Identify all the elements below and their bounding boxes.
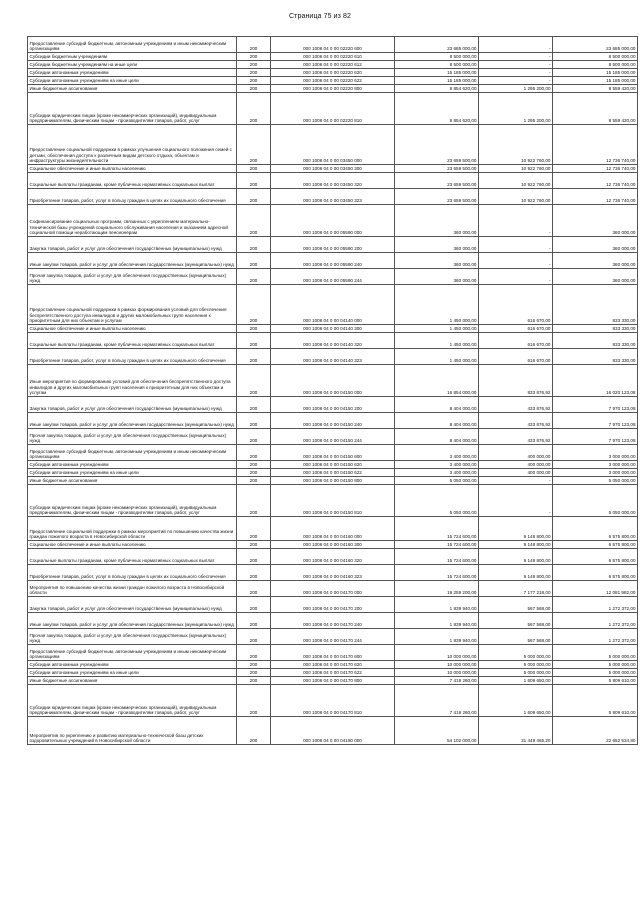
row-executed-amount-cell: 400 000,00 (479, 445, 553, 461)
row-classification-code-cell: 000 1006 04 0 00 04170 240 (271, 613, 395, 629)
row-executed-amount-cell: - (479, 37, 553, 53)
row-name-cell: Предоставление субсидий бюджетным, автономным учреждениям и иным некоммерческим организациям (28, 445, 237, 461)
row-name-cell: Софинансирование социальных программ, связанных с укреплением материально-технической базы учреждений социального обслуживания населения и оказанием адресной социальной помощи неработающим пенсионерам (28, 205, 237, 237)
row-executed-amount-cell: 433 876,92 (479, 429, 553, 445)
row-executed-amount-cell: 833 876,92 (479, 365, 553, 397)
row-executed-amount-cell: 400 000,00 (479, 469, 553, 477)
row-name-cell: Субсидии автономным учреждениям (28, 661, 237, 669)
row-approved-amount-cell: 360 000,00 (395, 253, 479, 269)
row-line-code-cell: 200 (237, 189, 271, 205)
table-row (28, 189, 638, 205)
row-approved-amount-cell: 23 659 500,00 (395, 173, 479, 189)
row-classification-code-cell: 000 1006 04 0 00 04150 810 (271, 485, 395, 517)
row-approved-amount-cell: 8 500 000,00 (395, 53, 479, 61)
row-remaining-amount-cell: 833 330,00 (553, 285, 638, 325)
row-executed-amount-cell: 10 922 760,00 (479, 165, 553, 173)
row-classification-code-cell: 000 1006 04 0 00 02220 810 (271, 93, 395, 125)
row-remaining-amount-cell: 1 272 372,00 (553, 613, 638, 629)
row-name-cell: Приобретение товаров, работ, услуг в пользу граждан в целях их социального обеспечения (28, 349, 237, 365)
row-name-cell: Субсидии бюджетным учреждениям на иные цели (28, 61, 237, 69)
table-row (28, 269, 638, 285)
row-name-cell: Закупка товаров, работ и услуг для обеспечения государственных (муниципальных) нужд (28, 237, 237, 253)
row-line-code-cell: 200 (237, 565, 271, 581)
row-name-cell: Иные бюджетные ассигнования (28, 85, 237, 93)
row-line-code-cell: 200 (237, 85, 271, 93)
row-classification-code-cell: 000 1006 04 0 00 04150 600 (271, 445, 395, 461)
row-classification-code-cell: 000 1006 04 0 00 05590 240 (271, 253, 395, 269)
row-remaining-amount-cell: 22 652 534,80 (553, 717, 638, 745)
row-remaining-amount-cell: 8 559 420,00 (553, 85, 638, 93)
row-remaining-amount-cell: 360 000,00 (553, 253, 638, 269)
row-line-code-cell: 200 (237, 173, 271, 189)
table-row (28, 565, 638, 581)
row-remaining-amount-cell: 5 000 000,00 (553, 645, 638, 661)
row-line-code-cell: 200 (237, 645, 271, 661)
row-approved-amount-cell: 1 839 940,00 (395, 613, 479, 629)
row-name-cell: Субсидии юридическим лицам (кроме некоммерческих организаций), индивидуальным предпринимателям, физическим лицам - производителям товаров, работ, услуг (28, 93, 237, 125)
row-executed-amount-cell: 10 922 760,00 (479, 125, 553, 165)
row-name-cell: Мероприятия по повышению качества жизни граждан пожилого возраста в Новосибирской области (28, 581, 237, 597)
row-remaining-amount-cell: 3 000 000,00 (553, 445, 638, 461)
row-approved-amount-cell: 9 854 620,00 (395, 93, 479, 125)
row-approved-amount-cell: 5 050 000,00 (395, 485, 479, 517)
page-number-header: Страница 75 из 82 (289, 13, 351, 20)
row-line-code-cell: 200 (237, 613, 271, 629)
row-remaining-amount-cell: 6 575 800,00 (553, 565, 638, 581)
table-row (28, 645, 638, 661)
row-classification-code-cell: 000 1006 04 0 00 05590 244 (271, 269, 395, 285)
row-remaining-amount-cell: 15 185 000,00 (553, 77, 638, 85)
row-executed-amount-cell: - (479, 477, 553, 485)
row-name-cell: Предоставление субсидий бюджетным, автономным учреждениям и иным некоммерческим организациям (28, 37, 237, 53)
row-classification-code-cell: 000 1006 04 0 00 03450 000 (271, 125, 395, 165)
row-line-code-cell: 200 (237, 77, 271, 85)
row-line-code-cell: 200 (237, 413, 271, 429)
row-executed-amount-cell: - (479, 237, 553, 253)
row-name-cell: Социальное обеспечение и иные выплаты населению (28, 325, 237, 333)
table-row (28, 37, 638, 53)
table-row (28, 629, 638, 645)
row-line-code-cell: 200 (237, 445, 271, 461)
table-row (28, 333, 638, 349)
row-executed-amount-cell: 567 568,00 (479, 629, 553, 645)
row-line-code-cell: 200 (237, 237, 271, 253)
row-executed-amount-cell: 5 000 000,00 (479, 661, 553, 669)
row-remaining-amount-cell: 1 272 372,00 (553, 629, 638, 645)
row-approved-amount-cell: 360 000,00 (395, 237, 479, 253)
row-executed-amount-cell: 567 568,00 (479, 597, 553, 613)
table-row (28, 53, 638, 61)
table-row (28, 485, 638, 517)
table-row (28, 677, 638, 685)
row-line-code-cell: 200 (237, 253, 271, 269)
row-remaining-amount-cell: 360 000,00 (553, 269, 638, 285)
row-classification-code-cell: 000 1006 04 0 00 04170 622 (271, 669, 395, 677)
row-classification-code-cell: 000 1006 04 0 00 04160 323 (271, 565, 395, 581)
row-remaining-amount-cell: 12 736 740,00 (553, 165, 638, 173)
table-row (28, 581, 638, 597)
row-line-code-cell: 200 (237, 333, 271, 349)
row-approved-amount-cell: 15 724 600,00 (395, 549, 479, 565)
row-line-code-cell: 200 (237, 517, 271, 541)
row-executed-amount-cell: 433 876,92 (479, 413, 553, 429)
row-name-cell: Субсидии автономным учреждениям на иные цели (28, 669, 237, 677)
budget-execution-table (27, 36, 638, 745)
row-classification-code-cell: 000 1006 04 0 00 04170 800 (271, 677, 395, 685)
row-name-cell: Социальные выплаты гражданам, кроме публичных нормативных социальных выплат (28, 549, 237, 565)
row-executed-amount-cell: 616 670,00 (479, 333, 553, 349)
row-line-code-cell: 200 (237, 685, 271, 717)
row-executed-amount-cell: 10 922 760,00 (479, 189, 553, 205)
row-approved-amount-cell: 1 450 000,00 (395, 325, 479, 333)
row-classification-code-cell: 000 1006 04 0 00 04150 620 (271, 461, 395, 469)
row-line-code-cell: 200 (237, 125, 271, 165)
row-name-cell: Приобретение товаров, работ, услуг в пользу граждан в целях их социального обеспечения (28, 565, 237, 581)
table-row (28, 597, 638, 613)
row-line-code-cell: 200 (237, 477, 271, 485)
row-approved-amount-cell: 360 000,00 (395, 205, 479, 237)
row-line-code-cell: 200 (237, 269, 271, 285)
table-row (28, 85, 638, 93)
row-approved-amount-cell: 7 419 260,00 (395, 677, 479, 685)
row-line-code-cell: 200 (237, 549, 271, 565)
row-remaining-amount-cell: 5 809 610,00 (553, 677, 638, 685)
row-classification-code-cell: 000 1006 04 0 00 05590 200 (271, 237, 395, 253)
row-approved-amount-cell: 15 185 000,00 (395, 77, 479, 85)
table-row (28, 613, 638, 629)
row-name-cell: Иные бюджетные ассигнования (28, 477, 237, 485)
row-remaining-amount-cell: 3 000 000,00 (553, 469, 638, 477)
row-classification-code-cell: 000 1006 04 0 00 03450 320 (271, 173, 395, 189)
row-executed-amount-cell: 433 876,92 (479, 397, 553, 413)
row-line-code-cell: 200 (237, 349, 271, 365)
row-name-cell: Мероприятия по укреплению и развитию материально-технической базы детских оздоровительных учреждений в Новосибирской области (28, 717, 237, 745)
row-approved-amount-cell: 10 000 000,00 (395, 669, 479, 677)
table-row (28, 173, 638, 189)
row-line-code-cell: 200 (237, 717, 271, 745)
row-classification-code-cell: 000 1006 04 0 00 04140 320 (271, 333, 395, 349)
row-name-cell: Социальные выплаты гражданам, кроме публичных нормативных социальных выплат (28, 333, 237, 349)
row-approved-amount-cell: 23 659 500,00 (395, 189, 479, 205)
row-line-code-cell: 200 (237, 581, 271, 597)
row-remaining-amount-cell: 1 272 372,00 (553, 597, 638, 613)
row-line-code-cell: 200 (237, 365, 271, 397)
row-executed-amount-cell: - (479, 485, 553, 517)
row-executed-amount-cell: 9 148 800,00 (479, 565, 553, 581)
row-line-code-cell: 200 (237, 677, 271, 685)
row-executed-amount-cell: - (479, 253, 553, 269)
row-executed-amount-cell: 7 177 218,00 (479, 581, 553, 597)
row-executed-amount-cell: 9 148 800,00 (479, 549, 553, 565)
row-executed-amount-cell: 1 609 650,00 (479, 677, 553, 685)
row-classification-code-cell: 000 1006 04 0 00 04140 000 (271, 285, 395, 325)
table-row (28, 669, 638, 677)
table-row (28, 461, 638, 469)
table-row (28, 165, 638, 173)
row-classification-code-cell: 000 1006 04 0 00 04140 300 (271, 325, 395, 333)
row-approved-amount-cell: 10 000 000,00 (395, 661, 479, 669)
row-approved-amount-cell: 19 259 200,00 (395, 581, 479, 597)
row-approved-amount-cell: 8 500 000,00 (395, 61, 479, 69)
row-approved-amount-cell: 15 724 600,00 (395, 541, 479, 549)
row-remaining-amount-cell: 23 685 000,00 (553, 37, 638, 53)
row-line-code-cell: 200 (237, 53, 271, 61)
row-executed-amount-cell: 1 295 200,00 (479, 93, 553, 125)
table-row (28, 285, 638, 325)
row-name-cell: Субсидии автономным учреждениям на иные цели (28, 469, 237, 477)
row-remaining-amount-cell: 8 500 000,00 (553, 53, 638, 61)
row-remaining-amount-cell: 3 000 000,00 (553, 461, 638, 469)
row-line-code-cell: 200 (237, 325, 271, 333)
row-remaining-amount-cell: 15 185 000,00 (553, 69, 638, 77)
row-approved-amount-cell: 1 839 940,00 (395, 597, 479, 613)
row-approved-amount-cell: 23 685 000,00 (395, 37, 479, 53)
row-classification-code-cell: 000 1006 04 0 00 04170 620 (271, 661, 395, 669)
row-line-code-cell: 200 (237, 485, 271, 517)
table-row (28, 469, 638, 477)
row-approved-amount-cell: 8 404 000,00 (395, 397, 479, 413)
row-remaining-amount-cell: 5 000 000,00 (553, 669, 638, 677)
table-row (28, 349, 638, 365)
row-approved-amount-cell: 8 404 000,00 (395, 413, 479, 429)
row-classification-code-cell: 000 1006 04 0 00 04150 000 (271, 365, 395, 397)
table-row (28, 549, 638, 565)
row-name-cell: Закупка товаров, работ и услуг для обеспечения государственных (муниципальных) нужд (28, 397, 237, 413)
table-row (28, 125, 638, 165)
row-executed-amount-cell: - (479, 205, 553, 237)
row-remaining-amount-cell: 5 050 000,00 (553, 477, 638, 485)
row-remaining-amount-cell: 7 970 123,08 (553, 397, 638, 413)
row-approved-amount-cell: 15 724 600,00 (395, 517, 479, 541)
table-row (28, 237, 638, 253)
row-classification-code-cell: 000 1006 04 0 00 04170 200 (271, 597, 395, 613)
row-remaining-amount-cell: 12 081 982,00 (553, 581, 638, 597)
row-approved-amount-cell: 10 000 000,00 (395, 645, 479, 661)
row-classification-code-cell: 000 1006 04 0 00 05590 000 (271, 205, 395, 237)
row-remaining-amount-cell: 8 500 000,00 (553, 61, 638, 69)
table-row (28, 429, 638, 445)
row-executed-amount-cell: 5 000 000,00 (479, 645, 553, 661)
row-executed-amount-cell: - (479, 69, 553, 77)
row-executed-amount-cell: 616 670,00 (479, 285, 553, 325)
row-remaining-amount-cell: 833 330,00 (553, 333, 638, 349)
row-line-code-cell: 200 (237, 597, 271, 613)
row-name-cell: Субсидии бюджетным учреждениям (28, 53, 237, 61)
row-classification-code-cell: 000 1006 04 0 00 04160 320 (271, 549, 395, 565)
row-name-cell: Прочая закупка товаров, работ и услуг для обеспечения государственных (муниципальных) нужд (28, 629, 237, 645)
row-classification-code-cell: 000 1006 04 0 00 03450 300 (271, 165, 395, 173)
row-remaining-amount-cell: 12 736 740,00 (553, 125, 638, 165)
row-name-cell: Социальное обеспечение и иные выплаты населению (28, 165, 237, 173)
row-approved-amount-cell: 54 102 000,00 (395, 717, 479, 745)
row-executed-amount-cell: 5 000 000,00 (479, 669, 553, 677)
row-remaining-amount-cell: 6 575 800,00 (553, 541, 638, 549)
row-name-cell: Предоставление субсидий бюджетным, автономным учреждениям и иным некоммерческим организациям (28, 645, 237, 661)
row-remaining-amount-cell: 5 050 000,00 (553, 485, 638, 517)
row-classification-code-cell: 000 1006 04 0 00 04170 600 (271, 645, 395, 661)
row-name-cell: Прочая закупка товаров, работ и услуг для обеспечения государственных (муниципальных) нужд (28, 269, 237, 285)
row-classification-code-cell: 000 1006 04 0 00 03450 323 (271, 189, 395, 205)
table-row (28, 445, 638, 461)
row-remaining-amount-cell: 16 020 123,08 (553, 365, 638, 397)
row-classification-code-cell: 000 1006 04 0 00 02220 800 (271, 85, 395, 93)
row-line-code-cell: 200 (237, 669, 271, 677)
table-row (28, 69, 638, 77)
row-name-cell: Субсидии автономным учреждениям (28, 69, 237, 77)
row-remaining-amount-cell: 360 000,00 (553, 205, 638, 237)
row-remaining-amount-cell: 12 736 740,00 (553, 189, 638, 205)
table-row (28, 205, 638, 237)
row-approved-amount-cell: 360 000,00 (395, 269, 479, 285)
row-classification-code-cell: 000 1006 04 0 00 04170 244 (271, 629, 395, 645)
row-classification-code-cell: 000 1006 04 0 00 04150 200 (271, 397, 395, 413)
row-name-cell: Субсидии юридическим лицам (кроме некоммерческих организаций), индивидуальным предпринимателям, физическим лицам - производителям товаров, работ, услуг (28, 685, 237, 717)
row-name-cell: Предоставление социальной поддержки в рамках формирования условий для обеспечения беспрепятственного доступа инвалидов и других маломобильных групп населения к приоритетным для них объектам и услугам (28, 285, 237, 325)
row-line-code-cell: 200 (237, 93, 271, 125)
row-approved-amount-cell: 1 450 000,00 (395, 333, 479, 349)
row-remaining-amount-cell: 833 330,00 (553, 325, 638, 333)
row-classification-code-cell: 000 1006 04 0 00 04160 300 (271, 541, 395, 549)
table-row (28, 61, 638, 69)
row-line-code-cell: 200 (237, 661, 271, 669)
row-line-code-cell: 200 (237, 397, 271, 413)
row-executed-amount-cell: 400 000,00 (479, 461, 553, 469)
row-classification-code-cell: 000 1006 04 0 00 04150 622 (271, 469, 395, 477)
table-row (28, 413, 638, 429)
row-remaining-amount-cell: 12 736 740,00 (553, 173, 638, 189)
row-approved-amount-cell: 9 854 620,00 (395, 85, 479, 93)
row-executed-amount-cell: 9 148 800,00 (479, 517, 553, 541)
row-line-code-cell: 200 (237, 205, 271, 237)
row-classification-code-cell: 000 1006 04 0 00 04170 810 (271, 685, 395, 717)
row-approved-amount-cell: 1 450 000,00 (395, 349, 479, 365)
row-executed-amount-cell: - (479, 77, 553, 85)
row-approved-amount-cell: 8 404 000,00 (395, 429, 479, 445)
row-name-cell: Иные мероприятия по формированию условий для обеспечения беспрепятственного доступа инвалидов и других маломобильных групп населения к приоритетным для них объектам и услугам (28, 365, 237, 397)
row-classification-code-cell: 000 1006 04 0 00 04150 244 (271, 429, 395, 445)
row-name-cell: Прочая закупка товаров, работ и услуг для обеспечения государственных (муниципальных) нужд (28, 429, 237, 445)
row-classification-code-cell: 000 1006 04 0 00 02220 600 (271, 37, 395, 53)
row-approved-amount-cell: 3 400 000,00 (395, 469, 479, 477)
row-approved-amount-cell: 1 450 000,00 (395, 285, 479, 325)
table-row (28, 365, 638, 397)
table-row (28, 685, 638, 717)
row-classification-code-cell: 000 1006 04 0 00 02220 610 (271, 53, 395, 61)
row-executed-amount-cell: - (479, 53, 553, 61)
row-executed-amount-cell: 31 449 465,20 (479, 717, 553, 745)
row-name-cell: Предоставление социальной поддержки в рамках мероприятий по повышению качества жизни граждан пожилого возраста в Новосибирской области (28, 517, 237, 541)
row-classification-code-cell: 000 1006 04 0 00 02220 612 (271, 61, 395, 69)
row-approved-amount-cell: 15 185 000,00 (395, 69, 479, 77)
row-line-code-cell: 200 (237, 165, 271, 173)
row-remaining-amount-cell: 6 575 800,00 (553, 517, 638, 541)
row-executed-amount-cell: 1 295 200,00 (479, 85, 553, 93)
row-executed-amount-cell: 9 148 800,00 (479, 541, 553, 549)
table-row (28, 517, 638, 541)
row-classification-code-cell: 000 1006 04 0 00 02220 622 (271, 77, 395, 85)
row-name-cell: Иные бюджетные ассигнования (28, 677, 237, 685)
table-row (28, 477, 638, 485)
row-approved-amount-cell: 23 659 500,00 (395, 125, 479, 165)
table-row (28, 325, 638, 333)
row-remaining-amount-cell: 7 970 123,08 (553, 429, 638, 445)
row-executed-amount-cell: 10 922 760,00 (479, 173, 553, 189)
row-remaining-amount-cell: 833 330,00 (553, 349, 638, 365)
row-executed-amount-cell: - (479, 61, 553, 69)
row-name-cell: Иные закупки товаров, работ и услуг для обеспечения государственных (муниципальных) нужд (28, 613, 237, 629)
row-remaining-amount-cell: 8 559 420,00 (553, 93, 638, 125)
row-name-cell: Закупка товаров, работ и услуг для обеспечения государственных (муниципальных) нужд (28, 597, 237, 613)
table-row (28, 541, 638, 549)
row-approved-amount-cell: 1 839 940,00 (395, 629, 479, 645)
row-remaining-amount-cell: 7 970 123,08 (553, 413, 638, 429)
row-executed-amount-cell: 616 670,00 (479, 349, 553, 365)
row-approved-amount-cell: 5 050 000,00 (395, 477, 479, 485)
row-name-cell: Социальные выплаты гражданам, кроме публичных нормативных социальных выплат (28, 173, 237, 189)
row-approved-amount-cell: 15 724 600,00 (395, 565, 479, 581)
row-remaining-amount-cell: 360 000,00 (553, 237, 638, 253)
row-executed-amount-cell: 567 568,00 (479, 613, 553, 629)
row-remaining-amount-cell: 5 000 000,00 (553, 661, 638, 669)
row-line-code-cell: 200 (237, 37, 271, 53)
row-name-cell: Приобретение товаров, работ, услуг в пользу граждан в целях их социального обеспечения (28, 189, 237, 205)
table-row (28, 717, 638, 745)
table-row (28, 93, 638, 125)
row-approved-amount-cell: 3 400 000,00 (395, 461, 479, 469)
row-line-code-cell: 200 (237, 461, 271, 469)
row-remaining-amount-cell: 6 575 800,00 (553, 549, 638, 565)
row-name-cell: Субсидии автономным учреждениям (28, 461, 237, 469)
row-name-cell: Иные закупки товаров, работ и услуг для обеспечения государственных (муниципальных) нужд (28, 413, 237, 429)
row-line-code-cell: 200 (237, 285, 271, 325)
row-classification-code-cell: 000 1006 04 0 00 04180 000 (271, 717, 395, 745)
row-name-cell: Предоставление социальной поддержки в рамках улучшения социального положения семей с детьми, обеспечения доступа к различным видам детского отдыха, объектам и инфраструктуры жизнедеятельности (28, 125, 237, 165)
row-executed-amount-cell: 616 670,00 (479, 325, 553, 333)
row-approved-amount-cell: 23 659 500,00 (395, 165, 479, 173)
table-body (28, 37, 638, 745)
row-name-cell: Иные закупки товаров, работ и услуг для обеспечения государственных (муниципальных) нужд (28, 253, 237, 269)
row-classification-code-cell: 000 1006 04 0 00 04150 800 (271, 477, 395, 485)
row-line-code-cell: 200 (237, 629, 271, 645)
row-classification-code-cell: 000 1006 04 0 00 04140 323 (271, 349, 395, 365)
row-name-cell: Субсидии автономным учреждениям на иные цели (28, 77, 237, 85)
row-classification-code-cell: 000 1006 04 0 00 02220 620 (271, 69, 395, 77)
row-line-code-cell: 200 (237, 469, 271, 477)
table-row (28, 661, 638, 669)
row-executed-amount-cell: 1 609 650,00 (479, 685, 553, 717)
row-line-code-cell: 200 (237, 61, 271, 69)
row-name-cell: Субсидии юридическим лицам (кроме некоммерческих организаций), индивидуальным предпринимателям, физическим лицам - производителям товаров, работ, услуг (28, 485, 237, 517)
row-executed-amount-cell: - (479, 269, 553, 285)
row-approved-amount-cell: 7 419 260,00 (395, 685, 479, 717)
row-classification-code-cell: 000 1006 04 0 00 04170 000 (271, 581, 395, 597)
table-row (28, 77, 638, 85)
row-name-cell: Социальное обеспечение и иные выплаты населению (28, 541, 237, 549)
row-classification-code-cell: 000 1006 04 0 00 04160 000 (271, 517, 395, 541)
row-classification-code-cell: 000 1006 04 0 00 04150 240 (271, 413, 395, 429)
row-approved-amount-cell: 3 400 000,00 (395, 445, 479, 461)
row-line-code-cell: 200 (237, 69, 271, 77)
row-line-code-cell: 200 (237, 429, 271, 445)
table-row (28, 253, 638, 269)
row-approved-amount-cell: 16 854 000,00 (395, 365, 479, 397)
table-row (28, 397, 638, 413)
row-line-code-cell: 200 (237, 541, 271, 549)
row-remaining-amount-cell: 5 809 610,00 (553, 685, 638, 717)
